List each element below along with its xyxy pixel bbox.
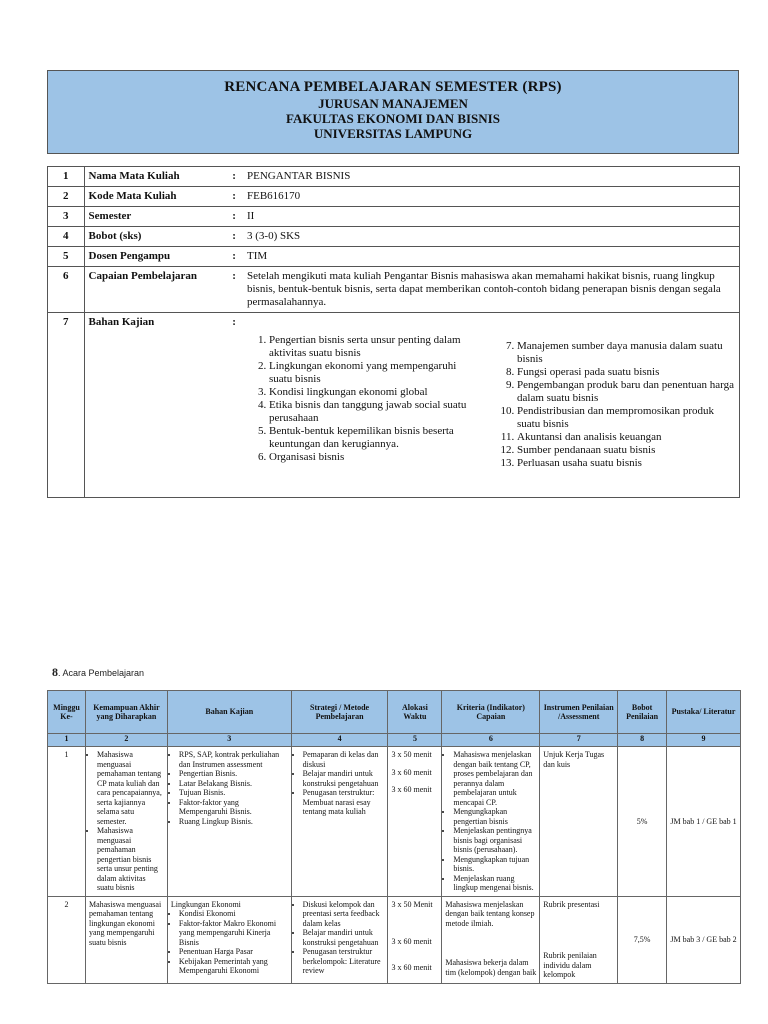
info-no: 5 [48,247,85,267]
column-number: 2 [85,734,167,747]
study-materials-list-b [495,340,735,470]
expected-ability: Mahasiswa menguasai pemahaman tentang lingkungan ekonomi yang mempengaruhi suatu bisnis [85,896,167,983]
section-number: 8 [52,665,58,679]
achievement-criteria [442,896,540,983]
column-header: Bobot Penilaian [618,691,667,734]
info-label: Bahan Kajian [84,313,225,498]
assessment-instrument [540,896,618,983]
info-row [48,207,740,227]
course-code-value: FEB616170 [243,187,740,207]
assessment-weight: 7,5% [618,896,667,983]
info-row [48,267,740,313]
column-number: 4 [291,734,388,747]
list-item: 1. Pengertian bisnis serta unsur penting dalam aktivitas suatu bisnis [269,334,479,360]
column-number: 3 [167,734,291,747]
course-info-table [47,166,740,498]
info-label: Semester [84,207,225,227]
assessment-weight: 5% [618,747,667,897]
info-row [48,247,740,267]
learning-outcome-value: Setelah mengikuti mata kuliah Pengantar Bisnis mahasiswa akan memahami hakikat bisnis, ruang lingkup bisnis, bentuk-bentuk bisnis, serta dapat memberikan contoh-contoh bidang penerapan bisnis dengan segala permasalahannya. [243,267,740,313]
study-material [167,747,291,897]
learning-schedule-table [47,690,741,984]
list-item: • Penugasan terstruktur: Membuat narasi esay tentang mata kuliah [303,788,385,817]
criteria-text: Mahasiswa menjelaskan dengan baik tentang konsep metode ilmiah. [445,899,535,928]
info-colon: : [225,313,243,498]
info-label: Bobot (sks) [84,227,225,247]
info-row [48,227,740,247]
list-item: • Faktor-faktor Makro Ekonomi yang mempengaruhi Kinerja Bisnis [179,919,288,948]
info-no: 7 [48,313,85,498]
column-header: Pustaka/ Literatur [667,691,741,734]
column-number: 6 [442,734,540,747]
info-colon: : [225,167,243,187]
info-row [48,187,740,207]
credits-value: 3 (3-0) SKS [243,227,740,247]
reference: JM bab 1 / GE bab 1 [667,747,741,897]
table-row [48,747,741,897]
learning-strategy [291,896,388,983]
list-item: 8. Fungsi operasi pada suatu bisnis [517,366,735,379]
list-item: • Mengungkapkan tujuan bisnis. [453,855,536,874]
list-item: 10. Pendistribusian dan mempromosikan produk suatu bisnis [517,405,735,431]
header-title: RENCANA PEMBELAJARAN SEMESTER (RPS) [224,79,562,95]
study-materials-list-a [247,334,479,464]
lecturer-value: TIM [243,247,740,267]
time-item: 3 x 50 Menit [391,899,433,909]
column-number: 8 [618,734,667,747]
list-item: • Belajar mandiri untuk konstruksi pengetahuan [303,928,385,947]
column-number: 5 [388,734,442,747]
info-label: Kode Mata Kuliah [84,187,225,207]
time-allocation [388,747,442,897]
time-item: 3 x 50 menit [391,750,432,759]
week-number: 2 [48,896,86,983]
list-item: • Mahasiswa menguasai pemahaman pengertian bisnis serta unsur penting dalam aktivitas suatu bisnis [97,826,164,893]
list-item: 11. Akuntansi dan analisis keuangan [517,431,735,444]
semester-value: II [243,207,740,227]
rps-header [47,70,739,154]
instrument-text: Rubrik penilaian individu dalam kelompok [543,951,597,979]
column-header: Instrumen Penilaian /Assessment [540,691,618,734]
list-item: • Pengertian Bisnis. [179,769,288,779]
course-name-value: PENGANTAR BISNIS [243,167,740,187]
info-row [48,313,740,498]
section-title: . Acara Pembelajaran [58,668,145,678]
column-header: Strategi / Metode Pembelajaran [291,691,388,734]
study-materials [243,313,740,498]
list-item: • RPS, SAP, kontrak perkuliahan dan Instrumen assessment [179,750,288,769]
list-item: • Latar Belakang Bisnis. [179,779,288,789]
info-colon: : [225,187,243,207]
instrument-text: Rubrik presentasi [543,899,600,909]
info-colon: : [225,267,243,313]
time-allocation [388,896,442,983]
info-no: 4 [48,227,85,247]
list-item: • Menjelaskan ruang lingkup mengenai bisnis. [453,874,536,893]
info-colon: : [225,247,243,267]
reference: JM bab 3 / GE bab 2 [667,896,741,983]
column-header: Bahan Kajian [167,691,291,734]
study-material [167,896,291,983]
list-item: 2. Lingkungan ekonomi yang mempengaruhi suatu bisnis [269,360,479,386]
list-item: 13. Perluasan usaha suatu bisnis [517,457,735,470]
list-item: • Diskusi kelompok dan preentasi serta feedback dalam kelas [303,900,385,929]
criteria-text: Mahasiswa bekerja dalam tim (kelompok) dengan baik [445,958,537,977]
list-item: • Mengungkapkan pengertian bisnis [453,807,536,826]
list-item: • Tujuan Bisnis. [179,788,288,798]
column-number-row [48,734,741,747]
column-header: Minggu Ke- [48,691,86,734]
header-department: JURUSAN MANAJEMEN [318,96,468,111]
column-header: Alokasi Waktu [388,691,442,734]
expected-ability [85,747,167,897]
info-label: Dosen Pengampu [84,247,225,267]
table-header-row [48,691,741,734]
assessment-instrument: Unjuk Kerja Tugas dan kuis [540,747,618,897]
list-item: 3. Kondisi lingkungan ekonomi global [269,386,479,399]
list-item: • Faktor-faktor yang Mempengaruhi Bisnis. [179,798,288,817]
list-item: • Pemaparan di kelas dan diskusi [303,750,385,769]
column-number: 9 [667,734,741,747]
info-no: 6 [48,267,85,313]
info-row [48,167,740,187]
table-row [48,896,741,983]
list-item: • Mahasiswa menguasai pemahaman tentang CP mata kuliah dan cara pencapaiannya, serta kajiannya selama satu semester. [97,750,164,826]
info-label: Capaian Pembelajaran [84,267,225,313]
info-colon: : [225,207,243,227]
info-label: Nama Mata Kuliah [84,167,225,187]
column-header: Kriteria (Indikator) Capaian [442,691,540,734]
list-item: 7. Manajemen sumber daya manusia dalam suatu bisnis [517,340,735,366]
time-item: 3 x 60 menit [391,767,432,777]
list-item: 6. Organisasi bisnis [269,451,479,464]
column-header: Kemampuan Akhir yang Diharapkan [85,691,167,734]
header-university: UNIVERSITAS LAMPUNG [313,126,473,141]
list-item: • Ruang Lingkup Bisnis. [179,817,288,827]
material-title: Lingkungan Ekonomi [170,899,241,909]
list-item: • Penentuan Harga Pasar [179,947,288,957]
column-number: 1 [48,734,86,747]
time-item: 3 x 60 menit [391,962,432,972]
list-item: 9. Pengembangan produk baru dan penentuan harga dalam suatu bisnis [517,379,735,405]
info-no: 2 [48,187,85,207]
section-8-heading [52,665,144,680]
header-faculty: FAKULTAS EKONOMI DAN BISNIS [286,111,500,126]
time-item: 3 x 60 menit [391,785,432,794]
list-item: • Menjelaskan pentingnya bisnis bagi organisasi bisnis (perusahaan). [453,826,536,855]
achievement-criteria [442,747,540,897]
info-no: 3 [48,207,85,227]
week-number: 1 [48,747,86,897]
list-item: • Mahasiswa menjelaskan dengan baik tentang CP, proses pembelajaran dan perannya dalam pembelajaran untuk mencapai CP. [453,750,536,807]
list-item: • Kebijakan Pemerintah yang Mempengaruhi Ekonomi [179,957,288,976]
list-item: 5. Bentuk-bentuk kepemilikan bisnis beserta keuntungan dan kerugiannya. [269,425,479,451]
info-no: 1 [48,167,85,187]
list-item: 12. Sumber pendanaan suatu bisnis [517,444,735,457]
learning-strategy [291,747,388,897]
list-item: • Penugasan terstruktur berkelompok: Literature review [303,947,385,976]
column-number: 7 [540,734,618,747]
list-item: • Kondisi Ekonomi [179,909,288,919]
time-item: 3 x 60 menit [391,937,432,946]
info-colon: : [225,227,243,247]
list-item: • Belajar mandiri untuk konstruksi pengetahuan [303,769,385,788]
list-item: 4. Etika bisnis dan tanggung jawab social suatu perusahaan [269,399,479,425]
